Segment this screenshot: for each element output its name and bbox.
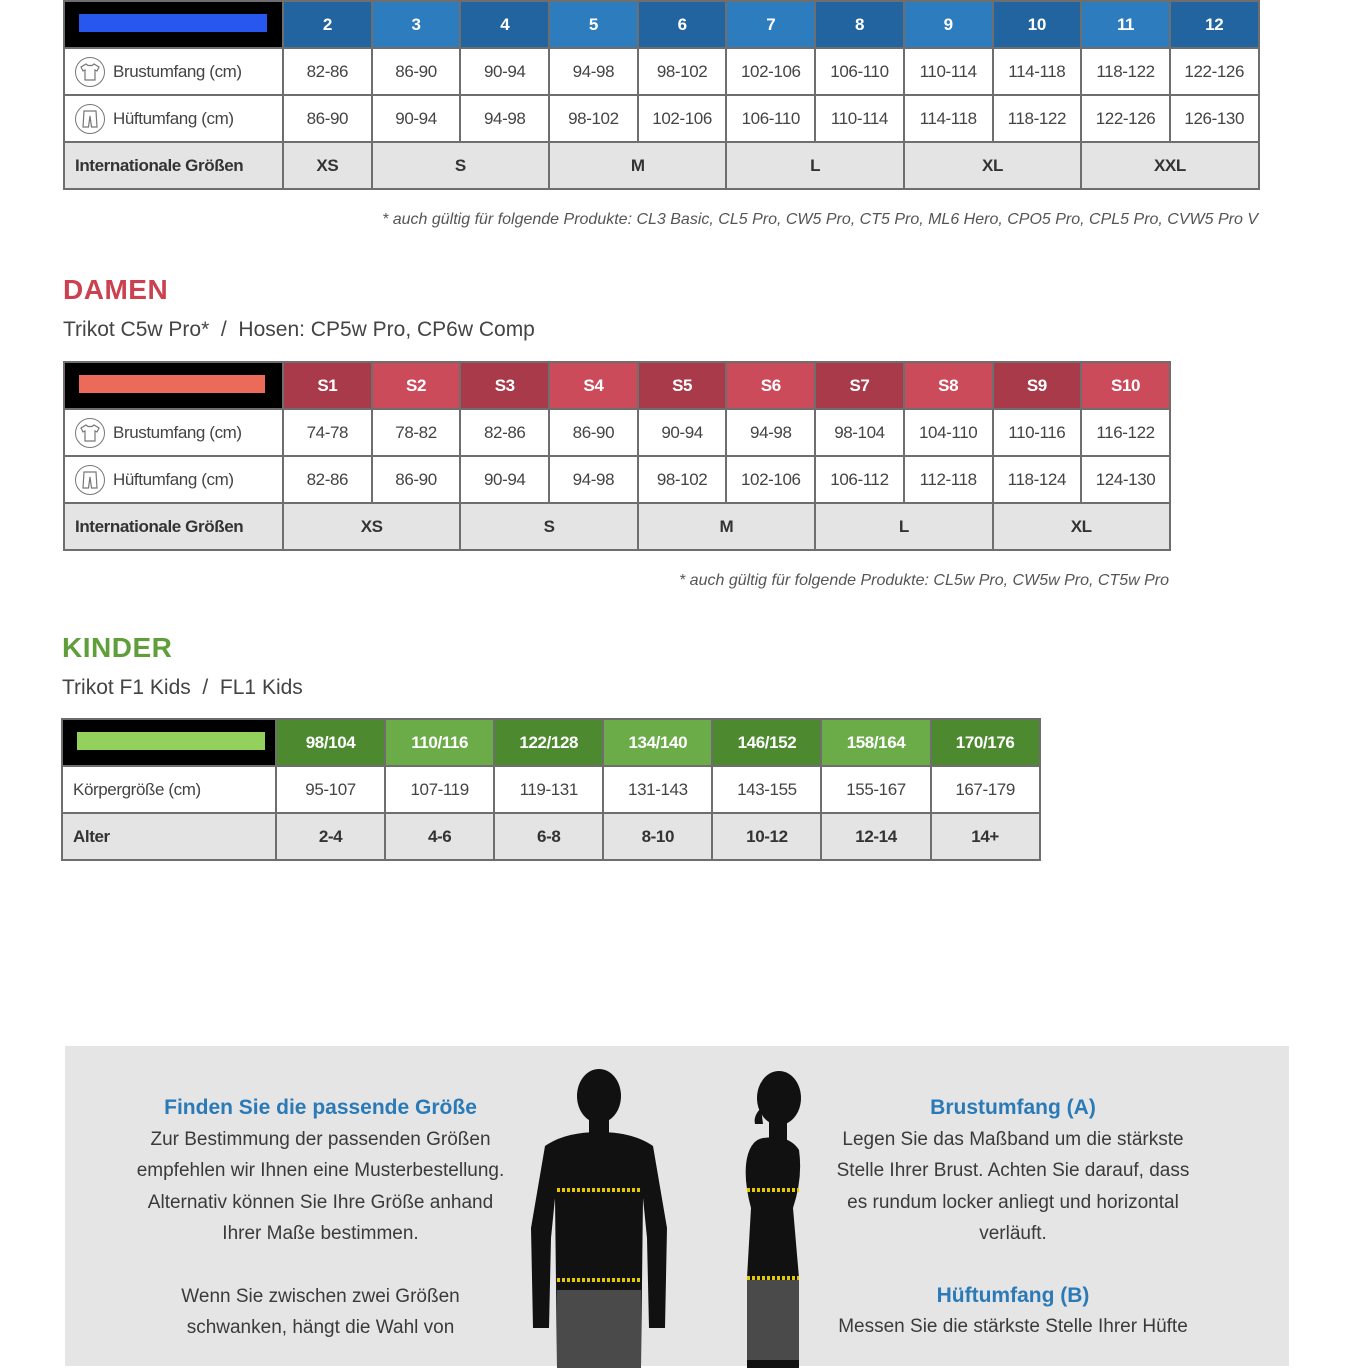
measurement-cell: 102-106 <box>726 456 815 503</box>
size-header-146-152: 146/152 <box>712 719 821 766</box>
size-header-s7: S7 <box>815 362 904 409</box>
info-right-column <box>827 1092 1199 1343</box>
row-label: Hüftumfang (cm) <box>113 469 234 489</box>
measurement-cell: 90-94 <box>460 48 549 95</box>
row-label-cell <box>64 409 283 456</box>
measurement-cell: 98-102 <box>638 48 727 95</box>
side-body-silhouette-icon <box>733 1068 833 1368</box>
size-header-8: 8 <box>815 1 904 48</box>
measurement-cell: 98-104 <box>815 409 904 456</box>
measurement-cell: 106-112 <box>815 456 904 503</box>
kinder-size-table <box>61 718 1041 861</box>
measurement-cell: 118-122 <box>993 95 1082 142</box>
herren-size-table <box>63 0 1260 190</box>
shorts-icon <box>75 465 105 495</box>
info-hip-paragraph: Messen Sie die stärkste Stelle Ihrer Hüfte <box>838 1316 1188 1337</box>
color-key-cell <box>64 362 283 409</box>
measurement-cell: 82-86 <box>460 409 549 456</box>
size-header-9: 9 <box>904 1 993 48</box>
size-header-3: 3 <box>372 1 461 48</box>
measurement-cell: 94-98 <box>726 409 815 456</box>
color-swatch <box>79 14 267 32</box>
measurement-info-panel <box>65 1046 1289 1366</box>
size-header-s8: S8 <box>904 362 993 409</box>
size-header-row <box>64 1 1259 48</box>
international-sizes-row <box>64 503 1170 550</box>
measurement-cell: 94-98 <box>460 95 549 142</box>
row-label-cell <box>64 95 283 142</box>
age-cell: 4-6 <box>385 813 494 860</box>
size-header-7: 7 <box>726 1 815 48</box>
color-key-cell <box>64 1 283 48</box>
size-header-170-176: 170/176 <box>931 719 1040 766</box>
international-sizes-row <box>64 142 1259 189</box>
size-header-s5: S5 <box>638 362 727 409</box>
size-header-10: 10 <box>993 1 1082 48</box>
measurement-cell: 124-130 <box>1081 456 1170 503</box>
measurement-cell: 98-102 <box>638 456 727 503</box>
measurement-cell: 90-94 <box>372 95 461 142</box>
measurement-cell: 94-98 <box>549 456 638 503</box>
age-cell: 10-12 <box>712 813 821 860</box>
color-key-cell <box>62 719 276 766</box>
intl-size-xl: XL <box>993 503 1170 550</box>
measurement-row <box>64 48 1259 95</box>
measurement-cell: 106-110 <box>815 48 904 95</box>
size-header-2: 2 <box>283 1 372 48</box>
measurement-cell: 104-110 <box>904 409 993 456</box>
international-label: Internationale Größen <box>64 142 283 189</box>
row-label: Hüftumfang (cm) <box>113 108 234 128</box>
size-header-5: 5 <box>549 1 638 48</box>
age-cell: 14+ <box>931 813 1040 860</box>
measurement-cell: 102-106 <box>638 95 727 142</box>
height-row <box>62 766 1040 813</box>
size-header-12: 12 <box>1170 1 1259 48</box>
measurement-cell: 110-114 <box>815 95 904 142</box>
measurement-cell: 131-143 <box>603 766 712 813</box>
row-label: Körpergröße (cm) <box>62 766 276 813</box>
size-header-s6: S6 <box>726 362 815 409</box>
age-cell: 6-8 <box>494 813 603 860</box>
measurement-cell: 167-179 <box>931 766 1040 813</box>
size-header-s10: S10 <box>1081 362 1170 409</box>
row-label-cell <box>64 456 283 503</box>
measurement-cell: 90-94 <box>460 456 549 503</box>
size-header-s4: S4 <box>549 362 638 409</box>
herren-footnote: * auch gültig für folgende Produkte: CL3 Basic, CL5 Pro, CW5 Pro, CT5 Pro, ML6 Hero, CPO5 Pro, CPL5 Pro, CVW5 Pro V <box>382 211 1258 228</box>
info-left-title: Finden Sie die passende Größe <box>164 1096 477 1119</box>
intl-size-xs: XS <box>283 142 372 189</box>
shorts-icon <box>75 104 105 134</box>
measurement-cell: 94-98 <box>549 48 638 95</box>
measurement-row <box>64 456 1170 503</box>
measurement-cell: 90-94 <box>638 409 727 456</box>
intl-size-s: S <box>460 503 637 550</box>
measurement-cell: 114-118 <box>904 95 993 142</box>
info-left-column <box>123 1092 518 1344</box>
size-header-s1: S1 <box>283 362 372 409</box>
kinder-subtitle: Trikot F1 Kids / FL1 Kids <box>62 676 303 699</box>
international-label: Internationale Größen <box>64 503 283 550</box>
info-left-paragraph-1: Zur Bestimmung der passenden Größen empfehlen wir Ihnen eine Musterbestellung. Alternativ können Sie Ihre Größe anhand Ihrer Maße bestimmen. <box>136 1128 505 1244</box>
measurement-row <box>64 409 1170 456</box>
intl-size-xl: XL <box>904 142 1081 189</box>
measurement-cell: 126-130 <box>1170 95 1259 142</box>
size-header-row <box>62 719 1040 766</box>
size-header-134-140: 134/140 <box>603 719 712 766</box>
kinder-section-title: KINDER <box>62 632 173 663</box>
size-header-row <box>64 362 1170 409</box>
measurement-cell: 122-126 <box>1170 48 1259 95</box>
measurement-cell: 116-122 <box>1081 409 1170 456</box>
measurement-cell: 114-118 <box>993 48 1082 95</box>
damen-footnote: * auch gültig für folgende Produkte: CL5w Pro, CW5w Pro, CT5w Pro <box>679 572 1169 589</box>
info-chest-title: Brustumfang (A) <box>930 1096 1096 1119</box>
front-body-silhouette-icon <box>525 1068 675 1368</box>
damen-subtitle: Trikot C5w Pro* / Hosen: CP5w Pro, CP6w Comp <box>63 318 535 341</box>
age-cell: 8-10 <box>603 813 712 860</box>
measurement-cell: 95-107 <box>276 766 385 813</box>
size-header-6: 6 <box>638 1 727 48</box>
age-cell: 12-14 <box>821 813 930 860</box>
measurement-cell: 143-155 <box>712 766 821 813</box>
size-header-110-116: 110/116 <box>385 719 494 766</box>
measurement-cell: 102-106 <box>726 48 815 95</box>
size-header-158-164: 158/164 <box>821 719 930 766</box>
measurement-cell: 106-110 <box>726 95 815 142</box>
size-header-98-104: 98/104 <box>276 719 385 766</box>
age-cell: 2-4 <box>276 813 385 860</box>
measurement-cell: 74-78 <box>283 409 372 456</box>
measurement-cell: 110-116 <box>993 409 1082 456</box>
info-hip-title: Hüftumfang (B) <box>936 1283 1090 1307</box>
size-header-s2: S2 <box>372 362 461 409</box>
measurement-cell: 86-90 <box>372 48 461 95</box>
measurement-cell: 110-114 <box>904 48 993 95</box>
shirt-icon <box>75 57 105 87</box>
intl-size-l: L <box>815 503 992 550</box>
shirt-icon <box>75 418 105 448</box>
row-label: Brustumfang (cm) <box>113 422 242 442</box>
measurement-cell: 98-102 <box>549 95 638 142</box>
size-header-11: 11 <box>1081 1 1170 48</box>
intl-size-s: S <box>372 142 549 189</box>
measurement-row <box>64 95 1259 142</box>
measurement-cell: 78-82 <box>372 409 461 456</box>
measurement-cell: 82-86 <box>283 456 372 503</box>
size-header-4: 4 <box>460 1 549 48</box>
intl-size-m: M <box>549 142 726 189</box>
damen-size-table <box>63 361 1171 551</box>
color-swatch <box>79 375 265 393</box>
measurement-cell: 86-90 <box>372 456 461 503</box>
measurement-cell: 112-118 <box>904 456 993 503</box>
age-row <box>62 813 1040 860</box>
measurement-cell: 122-126 <box>1081 95 1170 142</box>
color-swatch <box>77 732 265 750</box>
measurement-cell: 86-90 <box>283 95 372 142</box>
age-label: Alter <box>62 813 276 860</box>
size-header-122-128: 122/128 <box>494 719 603 766</box>
measurement-cell: 86-90 <box>549 409 638 456</box>
measurement-cell: 155-167 <box>821 766 930 813</box>
info-left-paragraph-2: Wenn Sie zwischen zwei Größen schwanken, hängt die Wahl von <box>181 1285 460 1338</box>
size-header-s3: S3 <box>460 362 549 409</box>
size-header-s9: S9 <box>993 362 1082 409</box>
measurement-cell: 118-122 <box>1081 48 1170 95</box>
measurement-cell: 82-86 <box>283 48 372 95</box>
intl-size-m: M <box>638 503 815 550</box>
info-chest-paragraph: Legen Sie das Maßband um die stärkste Stelle Ihrer Brust. Achten Sie darauf, dass es rundum locker anliegt und horizontal verläuft. <box>836 1128 1190 1244</box>
damen-section-title: DAMEN <box>63 274 169 305</box>
row-label-cell <box>64 48 283 95</box>
measurement-cell: 118-124 <box>993 456 1082 503</box>
row-label: Brustumfang (cm) <box>113 61 242 81</box>
intl-size-xxl: XXL <box>1081 142 1258 189</box>
measurement-cell: 107-119 <box>385 766 494 813</box>
intl-size-l: L <box>726 142 903 189</box>
measurement-cell: 119-131 <box>494 766 603 813</box>
intl-size-xs: XS <box>283 503 460 550</box>
